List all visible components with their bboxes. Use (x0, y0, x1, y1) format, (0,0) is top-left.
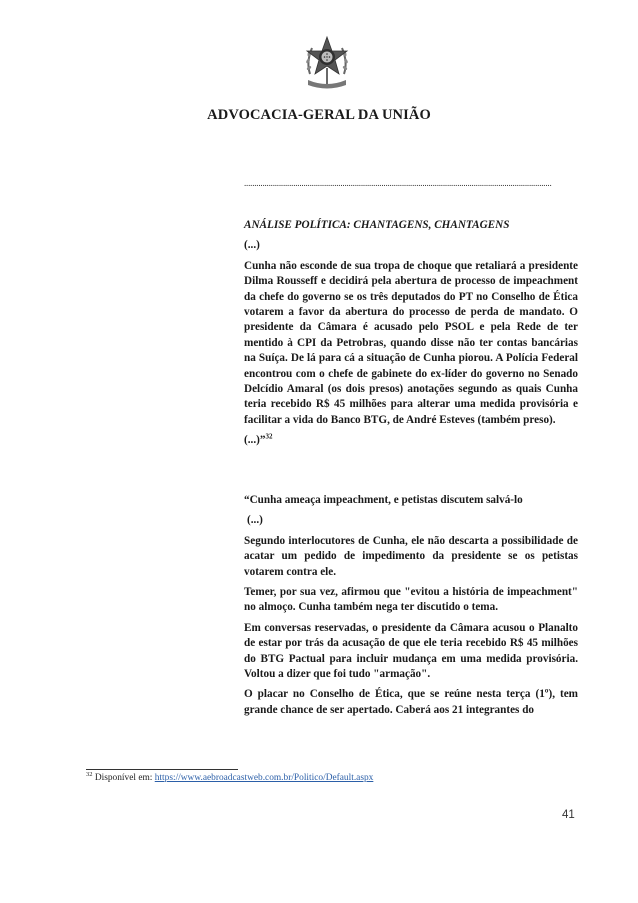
body-paragraph: Segundo interlocutores de Cunha, ele não descarta a possibilidade de acatar um pedido de impedimento da presidente se os petistas votarem contra ele. (244, 534, 578, 578)
coat-of-arms-icon (302, 34, 352, 92)
ellipsis: (...) (244, 239, 260, 252)
footnote-reference: 32 (265, 432, 273, 441)
separator-dots: ...................................................................................................................................................... (244, 178, 552, 188)
closing-ellipsis (244, 433, 578, 448)
section-heading: “Cunha ameaça impeachment, e petistas discutem salvá-lo (244, 494, 523, 506)
body-paragraph: Em conversas reservadas, o presidente da Câmara acusou o Planalto de estar por trás da acusação de que ele teria recebido R$ 45 milhões do BTG Pactual para incluir mudança em uma medida provisória. Voltou a dizer que foi tudo "armação". (244, 621, 578, 681)
ellipsis: (...) (247, 514, 263, 527)
footnote-divider (86, 769, 238, 770)
section-heading: ANÁLISE POLÍTICA: CHANTAGENS, CHANTAGENS (244, 219, 510, 231)
closing-text: (...)” (244, 434, 266, 447)
body-paragraph: Cunha não esconde de sua tropa de choque que retaliará a presidente Dilma Rousseff e decidirá pela abertura de processo de impeachment da chefe do governo se os três deputados do PT no Conselho de Ética votarem a favor da abertura do processo de perda de mandato. O presidente da Câmara é acusado pelo PSOL e pela Rede de ter mentido à CPI da Petrobras, quando disse não ter contas bancárias na Suíça. De lá para cá a situação de Cunha piorou. A Polícia Federal encontrou com o chefe de gabinete do ex-líder do governo no Senado Delcídio Amaral (os dois presos) anotações segundo as quais Cunha teria recebido R$ 45 milhões para alterar uma medida provisória e facilitar a vida do Banco BTG, de André Esteves (também preso). (244, 259, 578, 426)
organization-title: ADVOCACIA-GERAL DA UNIÃO (207, 107, 431, 123)
footnote-number: 32 (86, 770, 93, 778)
body-paragraph: O placar no Conselho de Ética, que se reúne nesta terça (1º), tem grande chance de ser apertado. Caberá aos 21 integrantes do (244, 688, 578, 716)
footnote-link[interactable]: https://www.aebroadcastweb.com.br/Politico/Default.aspx (154, 773, 374, 783)
quote-section-impeachment (244, 493, 578, 718)
page-number: 41 (562, 809, 575, 821)
footnote (86, 770, 374, 783)
footnote-label: Disponível em: (92, 773, 155, 783)
quote-section-analysis (244, 218, 578, 449)
body-paragraph: Temer, por sua vez, afirmou que "evitou a história de impeachment" no almoço. Cunha também nega ter discutido o tema. (244, 586, 578, 614)
